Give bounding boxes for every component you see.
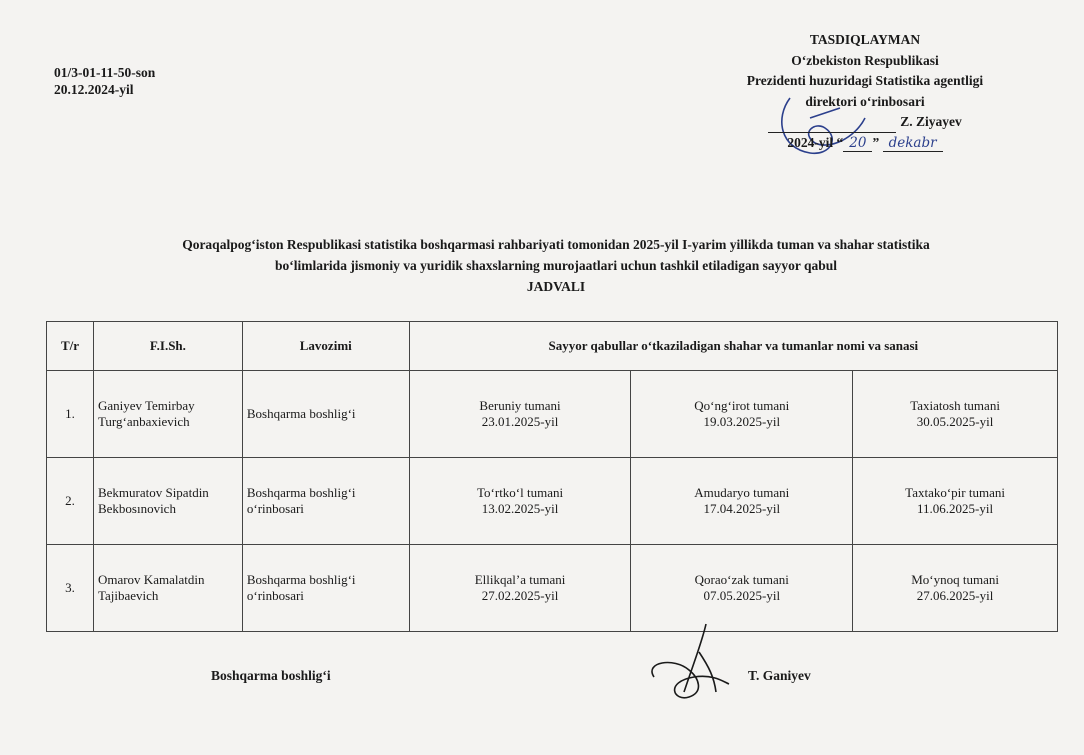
visit-date: 07.05.2025-yil [703, 588, 781, 603]
table-row [47, 545, 1058, 632]
visit-date: 27.02.2025-yil [481, 588, 559, 603]
row-num: 1. [47, 371, 94, 458]
signature-head-icon [644, 622, 744, 702]
visit-date: 17.04.2025-yil [703, 501, 781, 516]
visit-cell [409, 371, 631, 458]
approval-line1: O‘zbekiston Respublikasi [791, 52, 939, 68]
footer-position: Boshqarma boshlig‘i [211, 668, 331, 683]
visit-district: To‘rtko‘l tumani [477, 485, 564, 500]
row-name: Omarov Kamalatdin Tajibaevich [93, 545, 242, 632]
header-num: T/r [47, 322, 94, 371]
title-line1: Qoraqalpog‘iston Respublikasi statistika boshqarmasi rahbariyati tomonidan 2025-yil I-yarim yillikda tuman va shahar statistika [182, 237, 930, 252]
visit-cell [853, 545, 1058, 632]
approval-signature-row [700, 112, 1030, 133]
header-position: Lavozimi [242, 322, 409, 371]
table-header-row [47, 322, 1058, 371]
row-num: 2. [47, 458, 94, 545]
approval-heading: TASDIQLAYMAN [809, 32, 921, 47]
visit-cell [631, 545, 853, 632]
row-name: Ganiyev Temirbay Turg‘anbaxievich [93, 371, 242, 458]
visit-district: Beruniy tumani [479, 398, 561, 413]
footer-name: T. Ganiyev [748, 668, 811, 683]
visit-district: Amudaryo tumani [694, 485, 790, 500]
row-position: Boshqarma boshlig‘i o‘rinbosari [242, 458, 409, 545]
approval-line3: direktori o‘rinbosari [805, 93, 925, 109]
visit-date: 13.02.2025-yil [481, 501, 559, 516]
visit-date: 27.06.2025-yil [916, 588, 994, 603]
title-line3: JADVALI [526, 279, 586, 294]
row-num: 3. [47, 545, 94, 632]
visit-cell [853, 371, 1058, 458]
title-line2: bo‘limlarida jismoniy va yuridik shaxslarning murojaatlari uchun tashkil etiladigan sayyor qabul [274, 258, 838, 273]
reference-block [54, 64, 155, 98]
visit-date: 19.03.2025-yil [703, 414, 781, 429]
visit-district: Taxiatosh tumani [910, 398, 1000, 413]
visit-district: Qorao‘zak tumani [694, 572, 789, 587]
visit-district: Ellikqal’a tumani [474, 572, 566, 587]
header-visits: Sayyor qabullar o‘tkaziladigan shahar va tumanlar nomi va sanasi [409, 322, 1057, 371]
approval-day: 20 [843, 135, 872, 152]
schedule-table [46, 321, 1058, 632]
visit-district: Taxtako‘pir tumani [905, 485, 1005, 500]
visit-cell [631, 371, 853, 458]
visit-cell [409, 545, 631, 632]
signature-line [768, 118, 896, 133]
approval-date-row: 2024-yil “ 20 ” dekabr [700, 133, 1030, 154]
visit-cell [409, 458, 631, 545]
approval-month: dekabr [883, 135, 943, 152]
approval-block [700, 30, 1030, 153]
row-name: Bekmuratov Sipatdin Bekbosınovich [93, 458, 242, 545]
visit-cell [853, 458, 1058, 545]
row-position: Boshqarma boshlig‘i [242, 371, 409, 458]
row-position: Boshqarma boshlig‘i o‘rinbosari [242, 545, 409, 632]
visit-date: 11.06.2025-yil [917, 501, 994, 516]
document-title [40, 234, 1072, 297]
table-row [47, 371, 1058, 458]
visit-date: 23.01.2025-yil [481, 414, 559, 429]
header-name: F.I.Sh. [93, 322, 242, 371]
visit-district: Qo‘ng‘irot tumani [694, 398, 790, 413]
approval-line2: Prezidenti huzuridagi Statistika agentligi [746, 73, 984, 88]
visit-cell [631, 458, 853, 545]
reference-number: 01/3-01-11-50-son [54, 65, 156, 80]
reference-date: 20.12.2024-yil [54, 82, 134, 97]
approval-year: 2024-yil [787, 134, 834, 150]
approval-name: Z. Ziyayev [900, 114, 962, 129]
table-row [47, 458, 1058, 545]
visit-date: 30.05.2025-yil [916, 414, 994, 429]
visit-district: Mo‘ynoq tumani [911, 572, 999, 587]
